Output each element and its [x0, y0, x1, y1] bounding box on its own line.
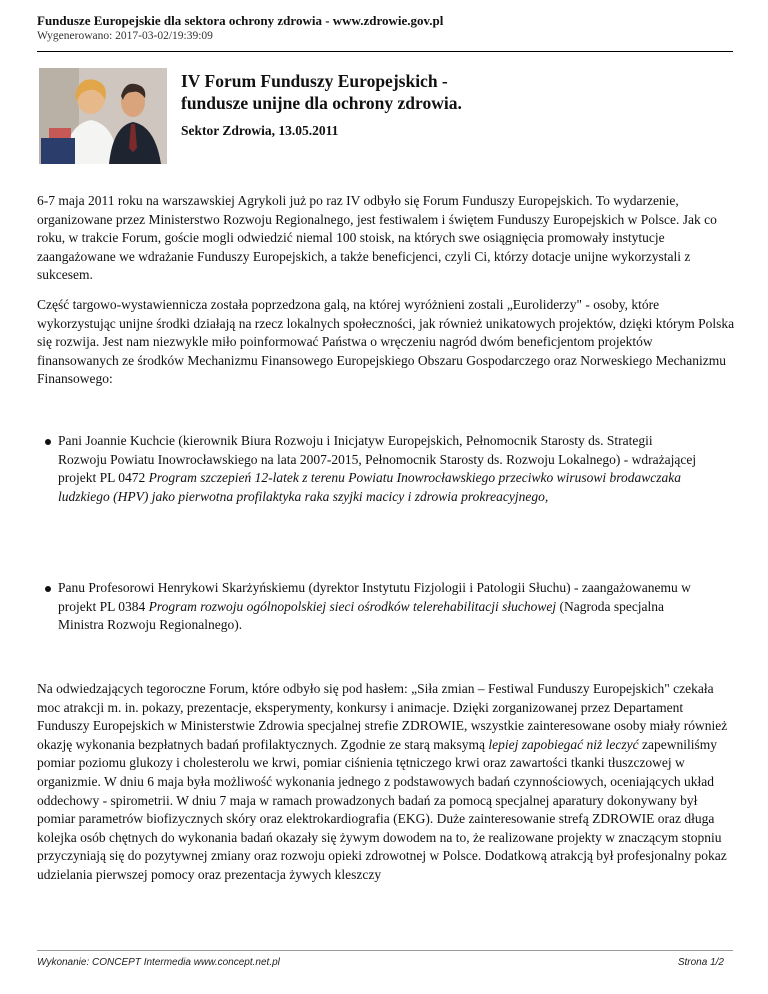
header-divider — [37, 51, 733, 52]
paragraph-3-start: Na odwiedzających tegoroczne Forum, które odbyło się pod hasłem: „Siła zmian – Festiwal Funduszy Europejskich" czekała moc atrakcji m. in. pokazy, prezentacje, eksperymenty, konkursy i animacje. Dzięki zorganizowanej przez Departament Funduszy Europejskich w Ministerstwie Zdrowia specjalnej strefie ZDROWIE, wszystkie zainteresowane osoby miały również okazję wykonania bezpłatnych badań profilaktycznych. Zgodnie ze starą maksymą — [37, 681, 728, 752]
award-list-item — [58, 579, 698, 635]
document-header — [37, 12, 733, 44]
award-1-project-title: Program szczepień 12-latek z terenu Powiatu Inowrocławskiego przeciwko wirusowi brodawczaka ludzkiego (HPV) jako pierwotna profilaktyka raka szyjki macicy i zdrowia prokreacyjnego, — [58, 470, 681, 504]
award-2-project-title: Program rozwoju ogólnopolskiej sieci ośrodków telerehabilitacji słuchowej — [148, 598, 557, 614]
article-paragraph-3 — [37, 680, 737, 885]
page-number: Strona 1/2 — [677, 957, 724, 968]
award-2-text: Panu Profesorowi Henrykowi Skarżyńskiemu (dyrektor Instytutu Fizjologii i Patologii Słuchu) - zaangażowanemu w projekt PL 0384 — [58, 580, 691, 614]
award-list-item — [58, 432, 698, 506]
site-title: Fundusze Europejskie dla sektora ochrony zdrowia - www.zdrowie.gov.pl — [37, 13, 444, 28]
article-meta: Sektor Zdrowia, 13.05.2011 — [181, 123, 339, 138]
award-1-text: Pani Joannie Kuchcie (kierownik Biura Rozwoju i Inicjatyw Europejskich, Pełnomocnik Starosty ds. Strategii Rozwoju Powiatu Inowrocławskiego na lata 2007-2015, Pełnomocnik Starosty ds. Rozwoju Lokalnego) - wdrażającej projekt PL 0472 — [58, 433, 697, 486]
photo-illustration — [39, 68, 167, 164]
footer-divider — [37, 950, 733, 951]
article-photo — [39, 68, 167, 164]
article-title — [181, 70, 701, 114]
paragraph-3-maxim: lepiej zapobiegać niż leczyć — [488, 736, 639, 752]
award-2-note: (Nagroda specjalna Ministra Rozwoju Regionalnego). — [58, 598, 665, 633]
article-title-line-1: IV Forum Funduszy Europejskich - — [181, 71, 448, 91]
footer-credit: Wykonanie: CONCEPT Intermedia www.concept.net.pl — [37, 957, 280, 968]
article-paragraph-1: 6-7 maja 2011 roku na warszawskiej Agrykoli już po raz IV odbyło się Forum Funduszy Europejskich. To wydarzenie, organizowane przez Ministerstwo Rozwoju Regionalnego, jest festiwalem i świętem Funduszy Europejskich w Polsce. Jak co roku, w trakcie Forum, goście mogli odwiedzić niemal 100 stoisk, na których swe osiągnięcia promowały instytucje zaangażowane we wdrażanie Funduszy Europejskich, a także beneficjenci, czyli Ci, którzy dotacje unijne wykorzystali z sukcesem. — [37, 193, 717, 283]
bullet-icon — [45, 439, 51, 445]
article-paragraph-2: Część targowo-wystawiennicza została poprzedzona galą, na której wyróżnieni zostali „Euroliderzy" - osoby, które wykorzystując unijne środki działają na rzecz lokalnych społeczności, jak również unikatowych projektów, dzięki którym Polska się rozwija. Jest nam niezwykle miło poinformować Państwa o wręczeniu nagród dwóm beneficjentom projektów finansowanych ze środków Mechanizmu Finansowego Europejskiego Obszaru Gospodarczego oraz Norweskiego Mechanizmu Finansowego: — [37, 297, 735, 387]
paragraph-3-end: zapewniliśmy pomiar poziomu glukozy i cholesterolu we krwi, pomiar ciśnienia tętniczego krwi oraz zawartości tkanki tłuszczowej w organizmie. W dniu 6 maja była możliwość wykonania jednego z podstawowych badań czynnościowych, oceniających układ oddechowy - spirometrii. W dniu 7 maja w ramach prowadzonych badań za pomocą specjalnej aparatury dokonywany był pomiar parametrów biofizycznych skóry oraz elektrokardiografia (EKG). Duże zainteresowanie strefą ZDROWIE oraz długa kolejka osób chętnych do wykonania badań okazały się żywym dowodem na to, że realizowane projekty w znaczącym stopniu przyczyniają się do pozytywnej zmiany oraz rozwoju opieki zdrowotnej w Polsce. Dodatkową atrakcją był profesjonalny pokaz udzielania pierwszej pomocy oraz prezentacja żywych kleszczy — [37, 736, 727, 882]
article-title-line-2: fundusze unijne dla ochrony zdrowia. — [181, 93, 462, 113]
bullet-icon — [45, 586, 51, 592]
generated-timestamp: Wygenerowano: 2017-03-02/19:39:09 — [37, 30, 213, 42]
